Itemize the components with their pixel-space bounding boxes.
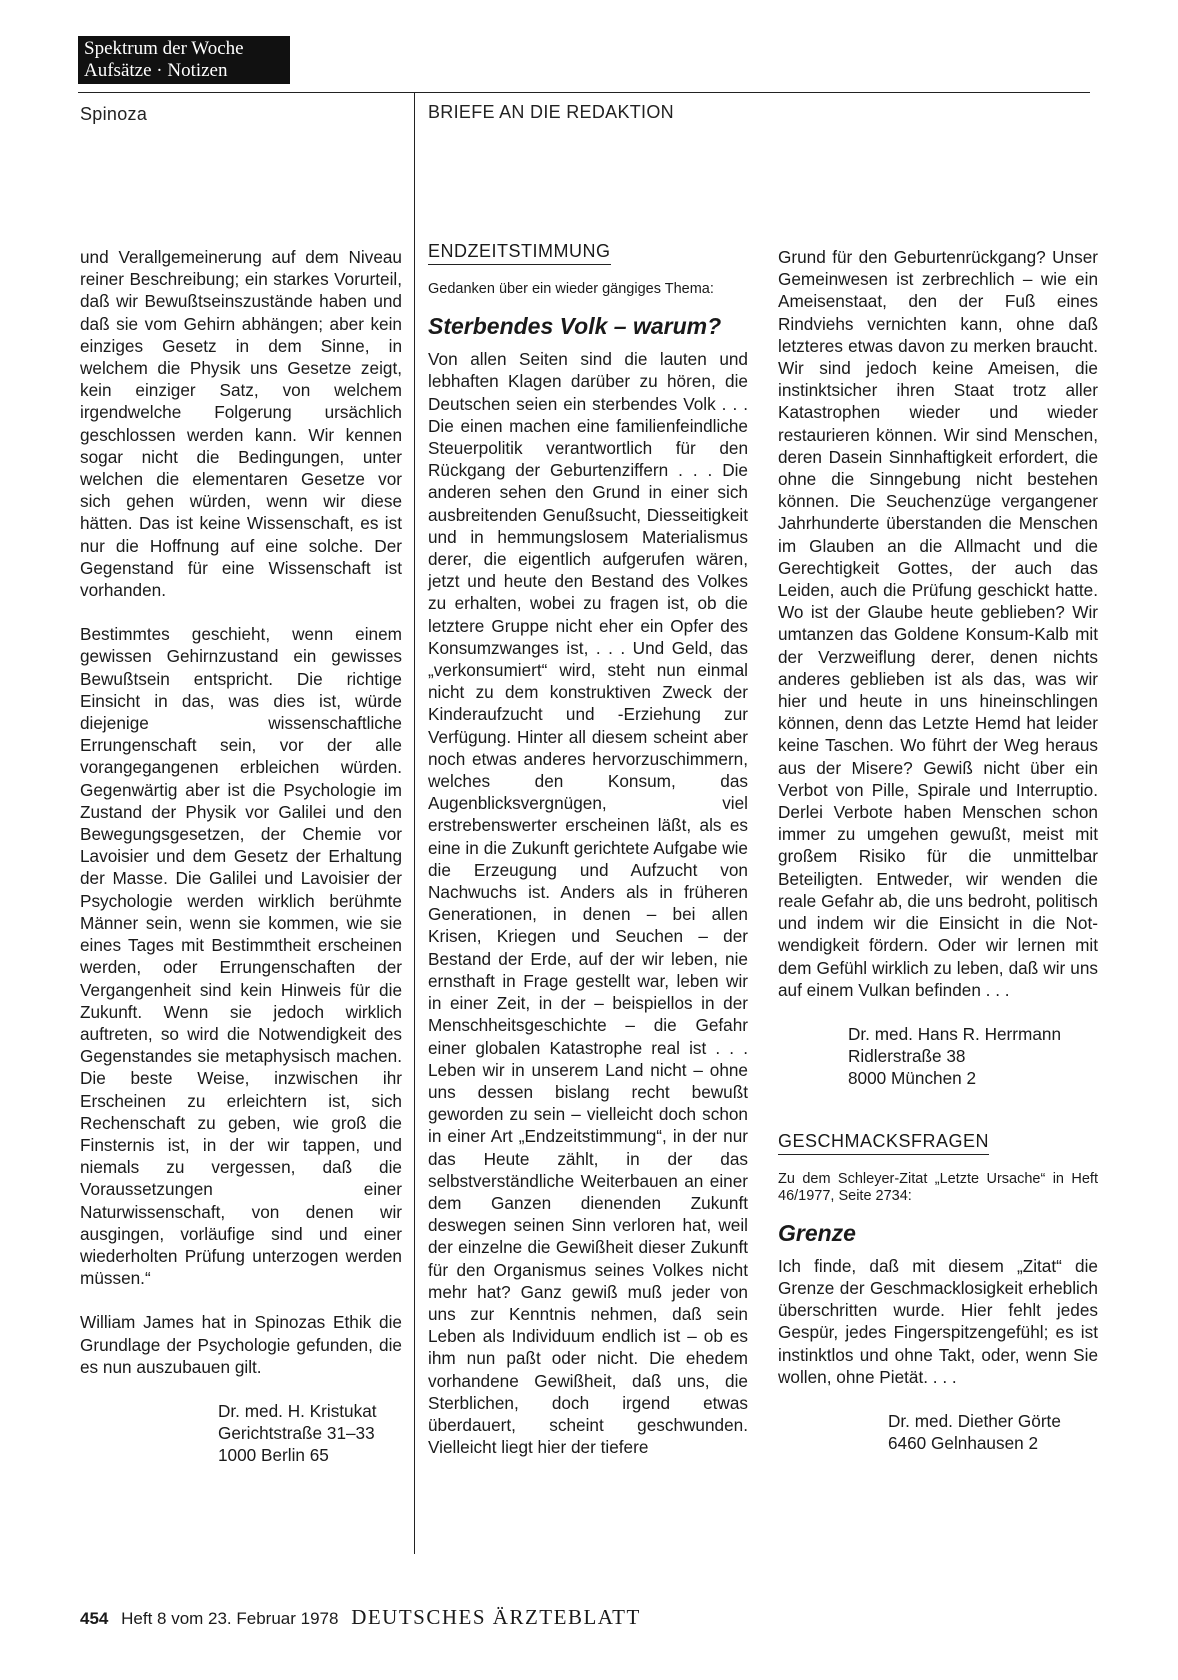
kicker-1: Gedanken über ein wieder gängiges Thema: bbox=[428, 281, 714, 298]
signature-name: Dr. med. Diether Görte bbox=[888, 1410, 1061, 1431]
rubric-geschmacksfragen: GESCHMACKSFRAGEN bbox=[778, 1130, 989, 1155]
masthead-line2: Aufsätze · Notizen bbox=[84, 60, 228, 81]
rubric-endzeitstimmung: ENDZEITSTIMMUNG bbox=[428, 240, 611, 265]
issue-date: Heft 8 vom 23. Februar 1978 bbox=[121, 1609, 339, 1628]
page-number: 454 bbox=[80, 1609, 109, 1628]
signature-name: Dr. med. H. Kristukat bbox=[218, 1400, 377, 1421]
column-divider bbox=[414, 92, 415, 1554]
col3-signature-1 bbox=[778, 1023, 1098, 1090]
letter-1-continued: Grund für den Geburtenrückgang? Unser Gemeinwesen ist zerbrechlich – wie ein Ameisenstaat, den der Fuß eines Rindviehs vernichten kann, ohne daß letzteres etwas davon zu merken braucht. Wir sind jedoch keine Ameisen, die instinktsicher ihren Staat trotz aller Katastrophen wieder und wieder restaurieren können. Wir sind Menschen, deren Dasein Sinnhaftigkeit erfordert, die ohne die Sinngebung nicht bestehen können. Die Seuchenzüge vergangener Jahrhunderte überstanden die Menschen im Glauben an die Allmacht und die Gerechtigkeit Gottes, der auch das Leiden, auch die Prüfung geschickt hatte. Wo ist der Glaube heute geblieben? Wir umtanzen das Goldene Konsum-Kalb mit der Verzweiflung derer, denen nichts anderes geblieben ist als das, was wir hier und heute in uns hineinschlingen können, denn das Letzte Hemd hat leider keine Taschen. Wo führt der Weg heraus aus der Misere? Gewiß nicht über ein Verbot von Pille, Spirale und Interruptio. Derlei Verbote haben Menschen schon immer zu umgehen gewußt, meist mit großem Risiko für die unmittelbar Beteiligten. Entweder, wir wenden die reale Gefahr ab, die uns bedroht, politisch und indem wir die Einsicht in die Not-wendigkeit fördern. Oder wir lernen mit dem Gefühl wirklich zu leben, daß wir uns auf einem Vulkan befinden . . . bbox=[778, 247, 1098, 1000]
column-3 bbox=[778, 246, 1098, 1454]
column-1 bbox=[80, 246, 402, 1467]
letter-2-body: Ich finde, daß mit diesem „Zitat“ die Grenze der Geschmacklosigkeit erheblich überschritten wurde. Hier fehlt jedes Gespür, jedes Fingerspitzengefühl; es ist instinktlos und ohne Takt, oder, wenn Sie wollen, ohne Pietät. . . . bbox=[778, 1255, 1098, 1387]
page-footer bbox=[80, 1605, 641, 1630]
signature-street: Gerichtstraße 31–33 bbox=[218, 1423, 375, 1444]
signature-street: Ridlerstraße 38 bbox=[848, 1046, 966, 1067]
letter-1-body: Von allen Seiten sind die lauten und lebhaften Klagen darüber zu hören, die Deutschen seien ein sterbendes Volk . . . Die einen machen eine familienfeindliche Steuerpolitik verantwortlich für den Rückgang der Geburtenziffern . . . Die anderen sehen den Grund in einer sich ausbreitenden Genußsucht, Diesseitigkeit und in hemmungslosem Materialismus derer, die eigentlich aufgerufen wären, jetzt und heute den Bestand des Volkes zu erhalten, wobei zu fragen ist, ob die letztere Gruppe nicht eher ein Opfer des Konsumzwanges ist, . . . Und Geld, das „verkonsumiert“ wird, steht nun einmal nicht zu dem konstruktiven Zweck der Kinderaufzucht und -Erziehung zur Verfügung. Hinter all diesem scheint aber noch etwas anderes hervorzuschimmern, welches den Konsum, das Augenblicksvergnügen, viel erstrebenswerter erscheinen läßt, als es eine in die Zukunft gerichtete Aufgabe wie die Erzeugung und Aufzucht von Nachwuchs ist. Anders als in früheren Generationen, in denen – bei allen Krisen, Kriegen und Seuchen – der Bestand der Erde, auf der wir leben, nie ernsthaft in Frage gestellt war, leben wir in einer Zeit, in der – beispiellos in der Menschheitsgeschichte – die Gefahr einer globalen Katastrophe real ist . . . Leben wir in unserem Land nicht – ohne uns dessen bislang recht bewußt geworden zu sein – vielleicht doch schon in einer Art „Endzeitstimmung“, in der nur das Heute zählt, in der das selbstverständliche Weiterbauen an einer dem Ganzen dienenden Zukunft deswegen seinen Sinn verloren hat, weil der einzelne die Gewißheit dieser Zukunft für den Organismus seines Volkes nicht mehr hat? Ganz gewiß muß jeder von uns zur Kenntnis nehmen, daß sein Leben als Individuum endlich ist – ob es ihm nun paßt oder nicht. Die ehedem vorhandene Gewißheit, daß uns, die Sterblichen, doch irgend etwas überdauert, scheint geschwunden. Vielleicht liegt hier der tiefere bbox=[428, 349, 748, 1458]
top-rule bbox=[78, 92, 1090, 93]
masthead-line1: Spektrum der Woche bbox=[84, 38, 244, 59]
col1-paragraph-2: Bestimmtes geschieht, wenn einem gewissen Gehirnzustand ein gewisses Bewußtsein entspricht. Die richtige Einsicht in das, was dies ist, würde diejenige wissenschaftliche Errungenschaft sein, vor der alle vorangegangenen erbleichen würden. Gegenwärtig aber ist die Psychologie im Zustand der Physik vor Galilei und den Bewegungsgesetzen, der Chemie vor Lavoisier und dem Gesetz der Erhaltung der Masse. Die Galilei und Lavoisier der Psychologie werden wirklich berühmte Männer sein, wenn sie kommen, wie sie eines Tages mit Bestimmtheit erscheinen werden, oder Errungenschaften der Vergangenheit sind kein Hinweis für die Zukunft. Wenn sie jedoch wirklich auftreten, so wird die Notwendigkeit des Gegenstandes sie metaphysisch machen. Die beste Weise, inzwischen ihr Erscheinen zu erleichtern ist, sich Rechenschaft zu geben, wie groß die Finsternis ist, in der wir tappen, und niemals zu vergessen, daß die Voraussetzungen einer Naturwissenschaft, von denen wir ausgingen, vorläufige sind und einer wiederholten Prüfung unterzogen werden müssen.“ bbox=[80, 624, 402, 1289]
headline-1: Sterbendes Volk – warum? bbox=[428, 313, 722, 340]
signature-city: 1000 Berlin 65 bbox=[218, 1445, 329, 1466]
col1-signature bbox=[80, 1400, 402, 1467]
signature-name: Dr. med. Hans R. Herrmann bbox=[848, 1023, 1061, 1044]
column-2 bbox=[428, 240, 748, 1458]
col1-paragraph-3: William James hat in Spinozas Ethik die Grundlage der Psychologie gefunden, die es nun auszubauen gilt. bbox=[80, 1312, 402, 1377]
signature-city: 6460 Gelnhausen 2 bbox=[888, 1433, 1039, 1454]
masthead bbox=[78, 36, 290, 84]
publication-name: DEUTSCHES ÄRZTEBLATT bbox=[351, 1605, 641, 1629]
right-section-title: BRIEFE AN DIE REDAKTION bbox=[428, 102, 674, 122]
kicker-2: Zu dem Schleyer-Zitat „Letzte Ursache“ in Heft 46/1977, Seite 2734: bbox=[778, 1170, 1098, 1204]
col3-signature-2 bbox=[778, 1410, 1098, 1454]
signature-city: 8000 München 2 bbox=[848, 1068, 977, 1089]
col1-paragraph-1: und Verallgemeinerung auf dem Niveau reiner Beschreibung; ein starkes Vorurteil, daß wir Bewußtseinszustände haben und daß sie vom Gehirn abhängen; aber kein einziges Gesetz in dem Sinne, in welchem die Physik uns Gesetze zeigt, kein einziger Satz, von welchem irgendwelche Folgerung ursächlich geschlossen werden kann. Wir kennen sogar nicht die Bedingungen, unter welchen die elementaren Gesetze vor sich gehen würden, wenn wir diese hätten. Das ist keine Wissenschaft, es ist nur die Hoffnung auf eine solche. Der Gegenstand für eine Wissenschaft ist vorhanden. bbox=[80, 247, 402, 601]
left-section-title: Spinoza bbox=[80, 104, 148, 124]
headline-2: Grenze bbox=[778, 1219, 856, 1246]
